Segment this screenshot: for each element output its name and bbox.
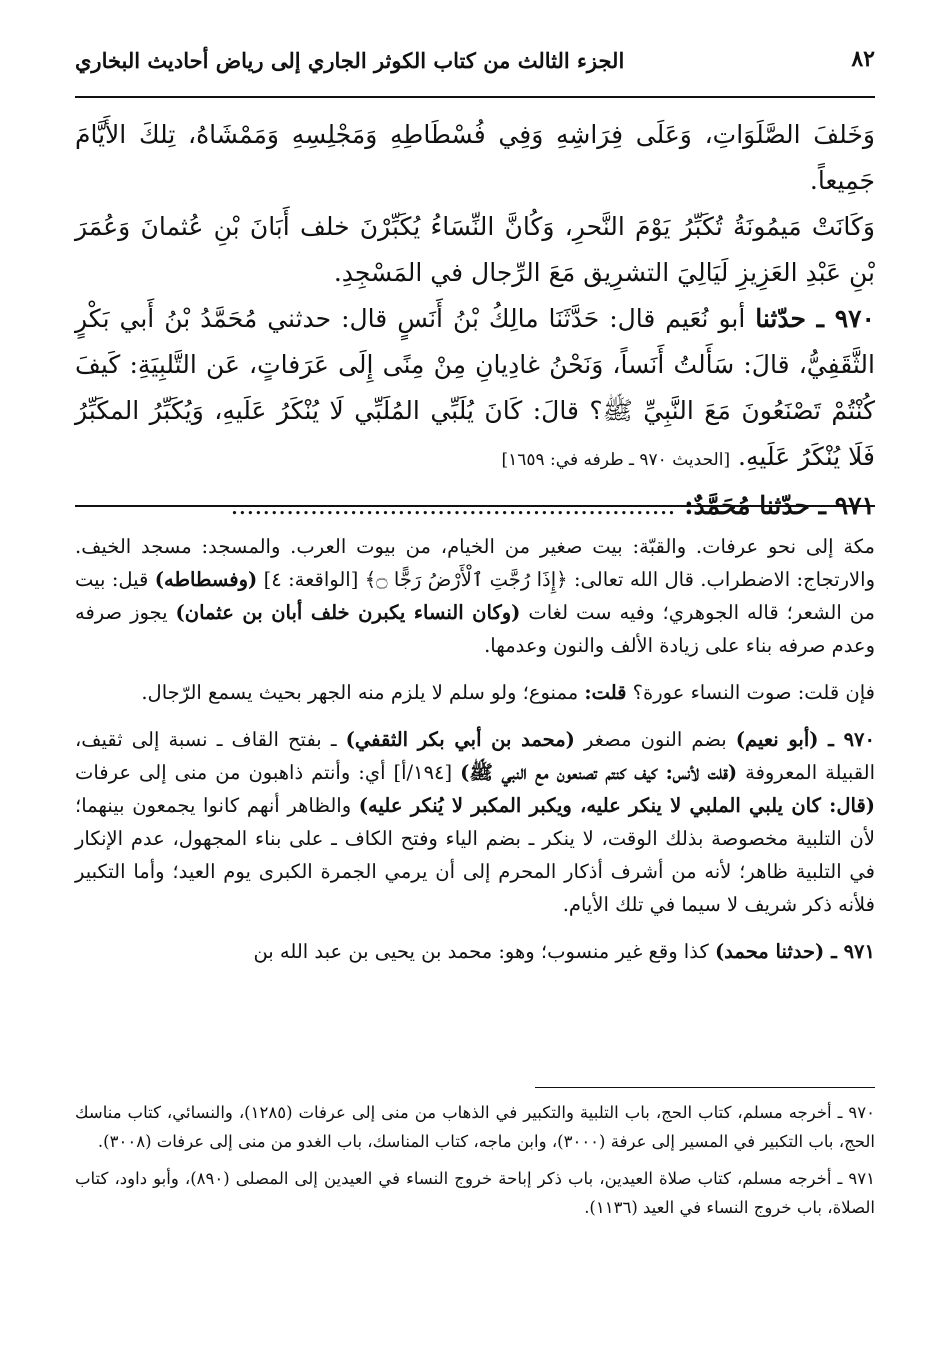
commentary-text: والظاهر أنهم كانوا يجمعون بينهما؛ لأن التلبية مخصوصة بذلك الوقت، لا ينكر ـ بضم الياء وفتح الكاف ـ على بناء المجهول، عدم الإنكار في التلبية ظاهر؛ لأنه من أشرف أذكار المحرم إلى أن يرمي الجمرة الكبرى يوم العيد؛ وأما التكبير فلأنه ذكر شريف لا سيما في تلك الأيام. bbox=[75, 794, 875, 916]
commentary-quote: ٩٧٠ ـ (أبو نعيم) bbox=[735, 728, 875, 751]
commentary-text: فإن قلت: صوت النساء عورة؟ bbox=[626, 681, 875, 704]
running-title: الجزء الثالث من كتاب الكوثر الجاري إلى رياض أحاديث البخاري bbox=[75, 48, 625, 73]
commentary-text: يجوز صرفه وعدم صرفه بناء على زيادة الألف والنون وعدمها. bbox=[75, 601, 875, 657]
footnotes-block bbox=[75, 1098, 875, 1230]
commentary-quote: ٩٧١ ـ (حدثنا محمد) bbox=[714, 940, 875, 963]
hadith-body: مُحَمَّدٌ: bbox=[675, 491, 760, 520]
commentary-paragraph bbox=[75, 676, 875, 709]
hadith-paragraph: وَخَلفَ الصَّلَوَاتِ، وَعَلَى فِرَاشِهِ وَفِي فُسْطَاطِهِ وَمَجْلِسِهِ وَمَمْشَاهُ، تِلكَ الأَيَّامَ جَمِيعاً. bbox=[75, 120, 875, 195]
commentary-paragraph bbox=[75, 723, 875, 921]
commentary-paragraph bbox=[75, 530, 875, 662]
hadith-text-block bbox=[75, 112, 875, 529]
section-divider bbox=[75, 505, 875, 507]
commentary-text: مكة إلى نحو عرفات. والقبّة: بيت صغير من الخيام، من بيوت العرب. والمسجد: مسجد الخيف. والارتجاج: الاضطراب. قال الله تعالى: ﴿إِذَا رُجَّتِ ٱلْأَرْضُ رَجًّا ۝﴾ [الواقعة: ٤] bbox=[75, 535, 875, 591]
commentary-text: قيل: بيت من الشعر؛ قاله الجوهري؛ وفيه ست لغات bbox=[75, 568, 876, 624]
commentary-text: ـ بفتح القاف ـ نسبة إلى ثقيف، القبيلة المعروفة bbox=[75, 728, 876, 784]
hadith-body: أبو نُعَيم قال: حَدَّثَنَا مالِكُ بْنُ أَنَسٍ قال: حدثني مُحَمَّدُ بْنُ أَبي بَكْرٍ الثَّقَفِيُّ، قالَ: سَأَلتُ أَنَساً، وَنَحْنُ غادِيانِ مِنْ مِنًى إِلَى عَرَفاتٍ، عَن التَّلبِيَةِ: كَيفَ كُنْتُمْ تَصْنَعُونَ مَعَ النَّبِيِّ ﷺ؟ قالَ: كَانَ يُلَبِّي المُلَبِّي لَا يُنْكَرُ عَلَيهِ، وَيُكَبِّرُ المكَبِّرُ فَلَا يُنْكَرُ عَلَيهِ. bbox=[75, 304, 875, 471]
commentary-quote: (قال: كان يلبي الملبي لا ينكر عليه، ويكبر المكبر لا يُنكر عليه) bbox=[358, 794, 875, 817]
footnote-971: ٩٧١ ـ أخرجه مسلم، كتاب صلاة العيدين، باب ذكر إباحة خروج النساء في العيدين إلى المصلى (٨٩٠)، وأبو داود، كتاب الصلاة، باب خروج النساء في العيد (١١٣٦). bbox=[75, 1169, 875, 1217]
hadith-paragraph: وَكَانَتْ مَيمُونَةُ تُكَبِّرُ يَوْمَ النَّحرِ، وَكُانَّ النِّسَاءُ يُكَبِّرْنَ خلف أَبَانَ بْنِ عُثمانَ وَعُمَرَ بْنِ عَبْدِ العَزِيزِ لَيَالِيَ التشرِيق مَعَ الرِّجال في المَسْجِدِ. bbox=[75, 212, 875, 287]
hadith-number: ٩٧٠ ـ حدّثنا bbox=[755, 304, 875, 333]
commentary-text: [١٩٤/أ] أي: وأنتم ذاهبون من منى إلى عرفات bbox=[75, 761, 461, 784]
commentary-text: ممنوع؛ ولو سلم لا يلزم منه الجهر بحيث يسمع الرّجال. bbox=[141, 681, 585, 704]
footnote-970: ٩٧٠ ـ أخرجه مسلم، كتاب الحج، باب التلبية والتكبير في الذهاب من منى إلى عرفات (١٢٨٥)، والنسائي، كتاب مناسك الحج، باب التكبير في المسير إلى عرفة (٣٠٠٠)، وابن ماجه، كتاب المناسك، باب الغدو من منى إلى عرفات (٣٠٠٨). bbox=[75, 1103, 875, 1151]
commentary-quote: (وفسطاطه) bbox=[154, 568, 258, 591]
commentary-block bbox=[75, 530, 875, 982]
commentary-quote: (محمد بن أبي بكر الثقفي) bbox=[345, 728, 575, 751]
commentary-paragraph bbox=[75, 935, 875, 968]
footnote-divider bbox=[535, 1087, 875, 1088]
page-header bbox=[75, 40, 875, 98]
ellipsis-dots: ........................................................ bbox=[230, 491, 676, 520]
commentary-text: بضم النون مصغر bbox=[574, 728, 736, 751]
commentary-quote: قلت: bbox=[584, 681, 627, 704]
hadith-970 bbox=[75, 296, 875, 483]
page-number: ٨٢ bbox=[851, 46, 875, 72]
hadith-number: ٩٧١ ـ حدّثنا bbox=[759, 491, 875, 520]
commentary-quote: (قلت لأنس: كيف كنتم تصنعون مع النبي ﷺ) bbox=[460, 761, 738, 784]
commentary-text: كذا وقع غير منسوب؛ وهو: محمد بن يحيى بن عبد الله بن bbox=[253, 940, 715, 963]
hadith-reference: [الحديث ٩٧٠ ـ طرفه في: ١٦٥٩] bbox=[501, 450, 731, 470]
commentary-quote: (وكان النساء يكبرن خلف أبان بن عثمان) bbox=[175, 601, 521, 624]
